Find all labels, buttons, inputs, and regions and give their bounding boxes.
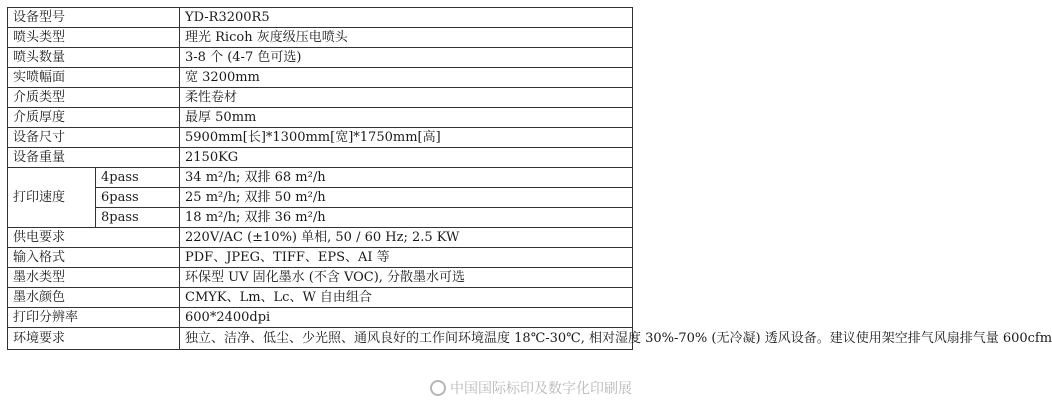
row-value: 最厚 50mm: [180, 108, 633, 128]
watermark: [430, 378, 632, 398]
spec-table: [7, 7, 1052, 350]
print-speed-value: 25 m²/h; 双排 50 m²/h: [180, 188, 633, 208]
row-value: 600*2400dpi: [180, 308, 633, 328]
row-value: 环保型 UV 固化墨水 (不含 VOC), 分散墨水可选: [180, 268, 633, 288]
row-value: 220V/AC (±10%) 单相, 50 / 60 Hz; 2.5 KW: [180, 228, 633, 248]
environment-label: 环境要求: [8, 328, 180, 350]
row-label: 供电要求: [8, 228, 180, 248]
print-speed-value: 34 m²/h; 双排 68 m²/h: [180, 168, 633, 188]
print-speed-label: 打印速度: [8, 168, 96, 228]
row-label: 喷头类型: [8, 28, 180, 48]
table-row: [8, 128, 633, 148]
row-label: 输入格式: [8, 248, 180, 268]
table-row: [8, 228, 633, 248]
row-value: YD-R3200R5: [180, 8, 633, 28]
row-value: 5900mm[长]*1300mm[宽]*1750mm[高]: [180, 128, 633, 148]
table-row: [8, 208, 633, 228]
table-row: [8, 168, 633, 188]
table-row: [8, 28, 633, 48]
row-value: 柔性卷材: [180, 88, 633, 108]
print-mode: 4pass: [96, 168, 180, 188]
row-value: 3-8 个 (4-7 色可选): [180, 48, 633, 68]
row-label: 设备型号: [8, 8, 180, 28]
table-row: [8, 68, 633, 88]
row-label: 介质厚度: [8, 108, 180, 128]
print-mode: 6pass: [96, 188, 180, 208]
row-value: 理光 Ricoh 灰度级压电喷头: [180, 28, 633, 48]
row-label: 打印分辨率: [8, 308, 180, 328]
environment-value: 独立、洁净、低尘、少光照、通风良好的工作间环境温度 18℃-30℃, 相对湿度 30%-70% (无冷凝) 透风设备。建议使用架空排气风扇排气量 600cfm: [180, 328, 633, 350]
row-label: 介质类型: [8, 88, 180, 108]
row-value: 2150KG: [180, 148, 633, 168]
table-row: [8, 108, 633, 128]
row-label: 设备重量: [8, 148, 180, 168]
row-value: PDF、JPEG、TIFF、EPS、AI 等: [180, 248, 633, 268]
print-mode: 8pass: [96, 208, 180, 228]
row-label: 设备尺寸: [8, 128, 180, 148]
table-row: [8, 48, 633, 68]
row-value: CMYK、Lm、Lc、W 自由组合: [180, 288, 633, 308]
row-value: 宽 3200mm: [180, 68, 633, 88]
row-label: 喷头数量: [8, 48, 180, 68]
table-row: [8, 248, 633, 268]
table-row: [8, 188, 633, 208]
row-label: 墨水类型: [8, 268, 180, 288]
row-label: 墨水颜色: [8, 288, 180, 308]
table-row: [8, 308, 633, 328]
table-row: [8, 148, 633, 168]
table-row: [8, 88, 633, 108]
table-row: [8, 8, 633, 28]
watermark-logo-icon: [430, 380, 446, 396]
table-row: [8, 288, 633, 308]
table-row: [8, 328, 633, 350]
table-row: [8, 268, 633, 288]
watermark-text: 中国国际标印及数字化印刷展: [450, 381, 632, 397]
print-speed-value: 18 m²/h; 双排 36 m²/h: [180, 208, 633, 228]
row-label: 实喷幅面: [8, 68, 180, 88]
